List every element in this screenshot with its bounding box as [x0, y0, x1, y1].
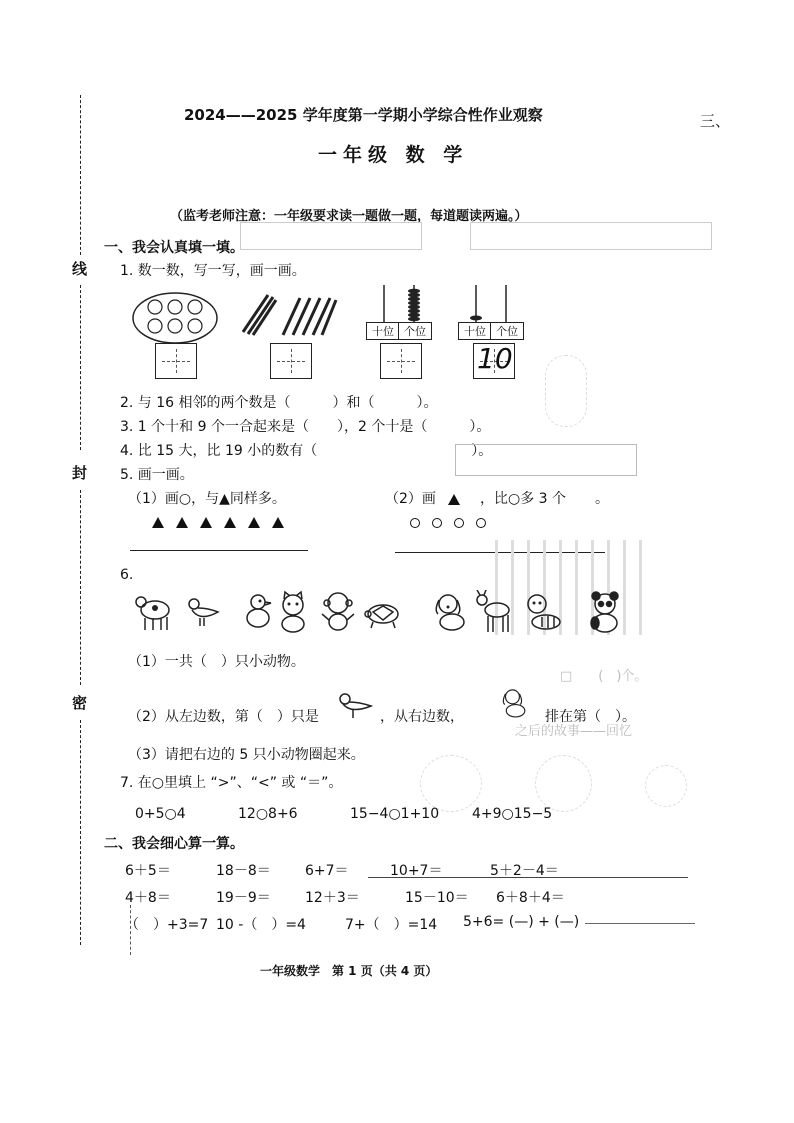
- q6-part2-a: （2）从左边数，第（ ）只是: [128, 709, 319, 725]
- calc-r2-1[interactable]: 4＋8＝: [125, 890, 171, 906]
- bird-icon[interactable]: [182, 590, 222, 634]
- calc-r3-3[interactable]: 7+（ ）=14: [345, 917, 438, 933]
- q3-text: 3. 1 个十和 9 个一合起来是（ ），2 个十是（ ）。: [120, 419, 491, 435]
- binding-line-bottom: [80, 720, 81, 945]
- bleed-animal-c: [645, 765, 687, 807]
- calc-r3-1[interactable]: （ ）+3=7: [125, 917, 209, 933]
- q6-part3: （3）请把右边的 5 只小动物圈起来。: [128, 747, 365, 763]
- abacus1-tens-label: 十位: [366, 322, 400, 340]
- calc-r2-4[interactable]: 15－10＝: [405, 890, 469, 906]
- triangle-icon: [248, 517, 260, 528]
- bleed-animal-b: [535, 755, 592, 812]
- calc-r1-1[interactable]: 6＋5＝: [125, 863, 171, 879]
- section1-heading: 一、我会认真填一填。: [104, 240, 244, 256]
- goat-icon[interactable]: [473, 590, 513, 634]
- calc-underline-1: [368, 877, 688, 878]
- q7-item-2[interactable]: 12○8+6: [238, 806, 298, 822]
- panda-icon[interactable]: [585, 590, 625, 634]
- binding-char-secret: 密: [72, 694, 88, 712]
- bleed-boxes-left: [240, 222, 422, 250]
- bleed-boxes-right: [470, 222, 712, 250]
- q2-text: 2. 与 16 相邻的两个数是（ ）和（ ）。: [120, 395, 438, 411]
- triangle-row: [152, 513, 296, 532]
- bleed-boxes-mid: [455, 444, 637, 476]
- q5-text: 5. 画一画。: [120, 467, 194, 483]
- answer-box-apples[interactable]: [155, 343, 197, 379]
- abacus-nine-icon: [366, 285, 436, 323]
- calc-r2-3[interactable]: 12＋3＝: [305, 890, 360, 906]
- answer-box-abacus1[interactable]: [380, 343, 422, 379]
- page-footer: 一年级数学 第 1 页（共 4 页）: [260, 964, 438, 978]
- triangle-icon: [176, 517, 188, 528]
- triangle-icon: [224, 517, 236, 528]
- q5-part2-b: ，比○多 3 个: [480, 491, 567, 507]
- binding-line-mid2: [80, 490, 81, 685]
- bleed-fence: [495, 540, 655, 635]
- triangle-icon: [200, 517, 212, 528]
- cat-icon[interactable]: [273, 590, 313, 634]
- circle-icon: [410, 518, 420, 528]
- handwritten-ten: 10: [477, 342, 513, 375]
- q6-part1: （1）一共（ ）只小动物。: [128, 654, 305, 670]
- dog-icon[interactable]: [430, 590, 470, 634]
- q4-text: 4. 比 15 大，比 19 小的数有（ ）。: [120, 443, 493, 459]
- q7-item-1[interactable]: 0+5○4: [135, 806, 186, 822]
- q6-number: 6.: [120, 567, 134, 583]
- dog-icon: [495, 686, 533, 720]
- q5-part1: （1）画○，与▲同样多。: [128, 491, 286, 507]
- turtle-icon[interactable]: [363, 590, 403, 634]
- triangle-icon: [272, 517, 284, 528]
- circle-icon: [476, 518, 486, 528]
- abacus1-ones-label: 个位: [398, 322, 432, 340]
- binding-char-line: 线: [72, 260, 88, 278]
- q6-part2-b: ，从右边数，: [380, 709, 464, 725]
- binding-line-mid1: [80, 285, 81, 450]
- q1-text: 1. 数一数，写一写，画一画。: [120, 263, 306, 279]
- q7-item-3[interactable]: 15−4○1+10: [350, 806, 440, 822]
- draw-line-left[interactable]: [130, 550, 308, 551]
- answer-box-sticks[interactable]: [270, 343, 312, 379]
- q5-part2-c: 。: [595, 491, 609, 507]
- sticks-bundle-icon: [238, 290, 338, 340]
- bleed-animal-a: [420, 755, 482, 812]
- monkey-icon[interactable]: [318, 590, 358, 634]
- calc-r2-2[interactable]: 19－9＝: [216, 890, 271, 906]
- tiger-icon[interactable]: [522, 590, 562, 634]
- q5-part2-a: （2）画: [385, 491, 436, 507]
- circle-row: [410, 513, 498, 532]
- calc-r1-3[interactable]: 6+7＝: [305, 863, 349, 879]
- calc-r3-4[interactable]: 5+6= (—) + (—): [463, 914, 580, 930]
- q7-text: 7. 在○里填上 “>”、“<” 或 “＝”。: [120, 775, 343, 791]
- chick-icon[interactable]: [236, 590, 276, 634]
- calc-r1-4[interactable]: 10+7＝: [390, 863, 443, 879]
- bird-icon: [332, 690, 378, 720]
- apple-plate-icon: [130, 290, 220, 346]
- cow-icon[interactable]: [133, 590, 173, 634]
- triangle-icon: [448, 490, 460, 509]
- circle-icon: [432, 518, 442, 528]
- abacus2-tens-label: 十位: [458, 322, 492, 340]
- binding-char-seal: 封: [72, 464, 88, 482]
- q7-item-4[interactable]: 4+9○15−5: [472, 806, 553, 822]
- bleed-text-2: 之后的故事——回忆: [515, 724, 633, 739]
- section2-heading: 二、我会细心算一算。: [104, 836, 244, 852]
- calc-underline-2: [585, 923, 695, 924]
- binding-line-top: [80, 95, 81, 255]
- calc-r2-5[interactable]: 6＋8＋4＝: [496, 890, 565, 906]
- bleed-child-figure: [545, 355, 587, 427]
- q6-part2-c: 排在第（ ）。: [545, 709, 636, 725]
- grade-subject: 一年级 数 学: [318, 144, 469, 166]
- bleed-text-1: □ ( )个。: [560, 669, 648, 684]
- page-title: 2024——2025 学年度第一学期小学综合性作业观察: [184, 106, 543, 124]
- calc-r3-2[interactable]: 10 -（ ）=4: [216, 917, 306, 933]
- proctor-notice: （监考老师注意：一年级要求读一题做一题，每道题读两遍。）: [170, 209, 528, 224]
- abacus-ten-icon: [458, 285, 528, 323]
- circle-icon: [454, 518, 464, 528]
- triangle-icon: [152, 517, 164, 528]
- abacus2-ones-label: 个位: [490, 322, 524, 340]
- calc-r1-2[interactable]: 18－8＝: [216, 863, 271, 879]
- calc-r1-5[interactable]: 5＋2－4＝: [490, 863, 559, 879]
- page-tab-three: 三、: [700, 112, 731, 130]
